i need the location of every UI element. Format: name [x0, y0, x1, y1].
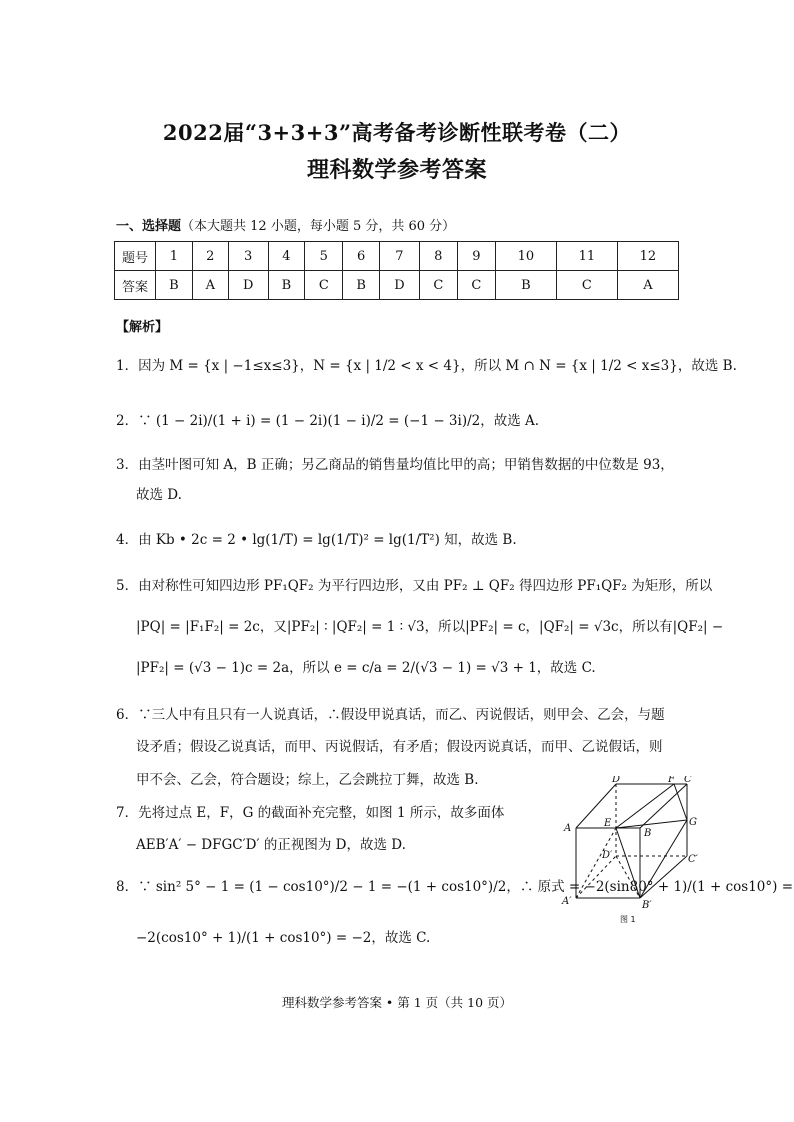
- table-cell: 9: [457, 242, 495, 271]
- solution-5-line-3: |PF₂| = (√3 − 1)c = 2a，所以 e = c/a = 2/(√3 − 1) = √3 + 1，故选 C.: [136, 660, 596, 676]
- table-row-answers: [115, 271, 679, 300]
- solution-5-line-1: 5．由对称性可知四边形 PF₁QF₂ 为平行四边形，又由 PF₂ ⊥ QF₂ 得四边形 PF₁QF₂ 为矩形，所以: [116, 578, 713, 594]
- edge-b-c: [640, 784, 687, 828]
- label-d: D: [612, 776, 621, 785]
- solution-4: 4．由 Kb • 2c = 2 • lg(1/T) = lg(1/T)² = lg(1/T²) 知，故选 B.: [116, 532, 517, 548]
- solution-7-line-2: AEB′A′ − DFGC′D′ 的正视图为 D，故选 D.: [136, 837, 406, 853]
- page-title: 2022届“3+3+3”高考备考诊断性联考卷（二）: [162, 120, 632, 145]
- label-a-prime: A′: [562, 896, 572, 907]
- table-cell: C: [419, 271, 457, 300]
- figure-caption: 图 1: [620, 915, 636, 924]
- page-footer: 理科数学参考答案 • 第 1 页（共 10 页）: [281, 995, 513, 1010]
- label-c: C: [684, 776, 692, 785]
- table-cell: 12: [617, 242, 678, 271]
- analysis-heading: 【解析】: [116, 320, 169, 335]
- edge-e-f: [616, 784, 674, 828]
- table-cell: 7: [380, 242, 420, 271]
- edge-e-g: [616, 820, 687, 828]
- edge-b2-c2: [640, 856, 687, 898]
- section-note: （本大题共 12 小题，每小题 5 分，共 60 分）: [181, 219, 456, 234]
- label-e: E: [604, 818, 612, 829]
- table-cell: A: [192, 271, 228, 300]
- table-row-numbers: [115, 242, 679, 271]
- solution-2: 2．∵ (1 − 2i)/(1 + i) = (1 − 2i)(1 − i)/2 = (−1 − 3i)/2，故选 A.: [116, 413, 540, 429]
- table-cell: C: [457, 271, 495, 300]
- label-d-prime: D′: [602, 850, 613, 861]
- section-heading: [116, 215, 455, 234]
- table-cell: A: [617, 271, 678, 300]
- solution-8-line-2: −2(cos10° + 1)/(1 + cos10°) = −2，故选 C.: [136, 930, 431, 946]
- table-cell: D: [228, 271, 268, 300]
- table-cell: 11: [556, 242, 617, 271]
- table-cell: 3: [228, 242, 268, 271]
- solution-8-line-1: 8．∵ sin² 5° − 1 = (1 − cos10°)/2 − 1 = −(1 + cos10°)/2，∴ 原式 = −2(sin80° + 1)/(1 + cos10°) =: [116, 879, 794, 895]
- page-subtitle: 理科数学参考答案: [306, 157, 487, 183]
- table-cell: 2: [192, 242, 228, 271]
- solution-6-line-3: 甲不会、乙会，符合题设；综上，乙会跳拉丁舞，故选 B.: [136, 772, 479, 788]
- table-cell: 1: [156, 242, 193, 271]
- table-cell: 8: [419, 242, 457, 271]
- label-f: F: [668, 776, 675, 785]
- table-cell: 6: [343, 242, 380, 271]
- table-cell: C: [305, 271, 343, 300]
- label-g: G: [689, 817, 697, 828]
- edge-a2-d2: [576, 856, 616, 898]
- figure-1-polyhedron: [560, 776, 700, 926]
- solution-6-line-2: 设矛盾；假设乙说真话，而甲、丙说假话，有矛盾；假设丙说真话，而甲、乙说假话，则: [136, 739, 663, 755]
- label-c-prime: C′: [688, 854, 698, 865]
- table-cell: D: [380, 271, 420, 300]
- solution-1: 1．因为 M = {x | −1≤x≤3}，N = {x | 1/2 < x < 4}，所以 M ∩ N = {x | 1/2 < x≤3}，故选 B.: [116, 358, 737, 374]
- table-cell: B: [156, 271, 193, 300]
- table-cell: B: [268, 271, 305, 300]
- solution-3-line-1: 3．由茎叶图可知 A，B 正确；另乙商品的销售量均值比甲的高；甲销售数据的中位数是 93，: [116, 457, 674, 473]
- answer-table: [114, 241, 679, 300]
- solution-7-line-1: 7．先将过点 E，F，G 的截面补充完整，如图 1 所示，故多面体: [116, 805, 505, 821]
- solution-3-line-2: 故选 D.: [136, 487, 182, 503]
- table-cell: B: [343, 271, 380, 300]
- row-label-number: 题号: [115, 242, 156, 271]
- solution-6-line-1: 6．∵三人中有且只有一人说真话，∴假设甲说真话，而乙、丙说假话，则甲会、乙会，与题: [116, 707, 665, 723]
- label-b-prime: B′: [642, 900, 652, 911]
- solution-5-line-2: |PQ| = |F₁F₂| = 2c，又|PF₂| ∶ |QF₂| = 1 ∶ √3，所以|PF₂| = c，|QF₂| = √3c，所以有|QF₂| −: [136, 619, 724, 635]
- section-title: 一、选择题: [116, 219, 182, 234]
- row-label-answer: 答案: [115, 271, 156, 300]
- label-a: A: [564, 823, 572, 834]
- table-cell: C: [556, 271, 617, 300]
- table-cell: 10: [495, 242, 556, 271]
- table-cell: 5: [305, 242, 343, 271]
- edge-f-g: [674, 784, 687, 820]
- table-cell: B: [495, 271, 556, 300]
- label-b: B: [644, 828, 652, 839]
- table-cell: 4: [268, 242, 305, 271]
